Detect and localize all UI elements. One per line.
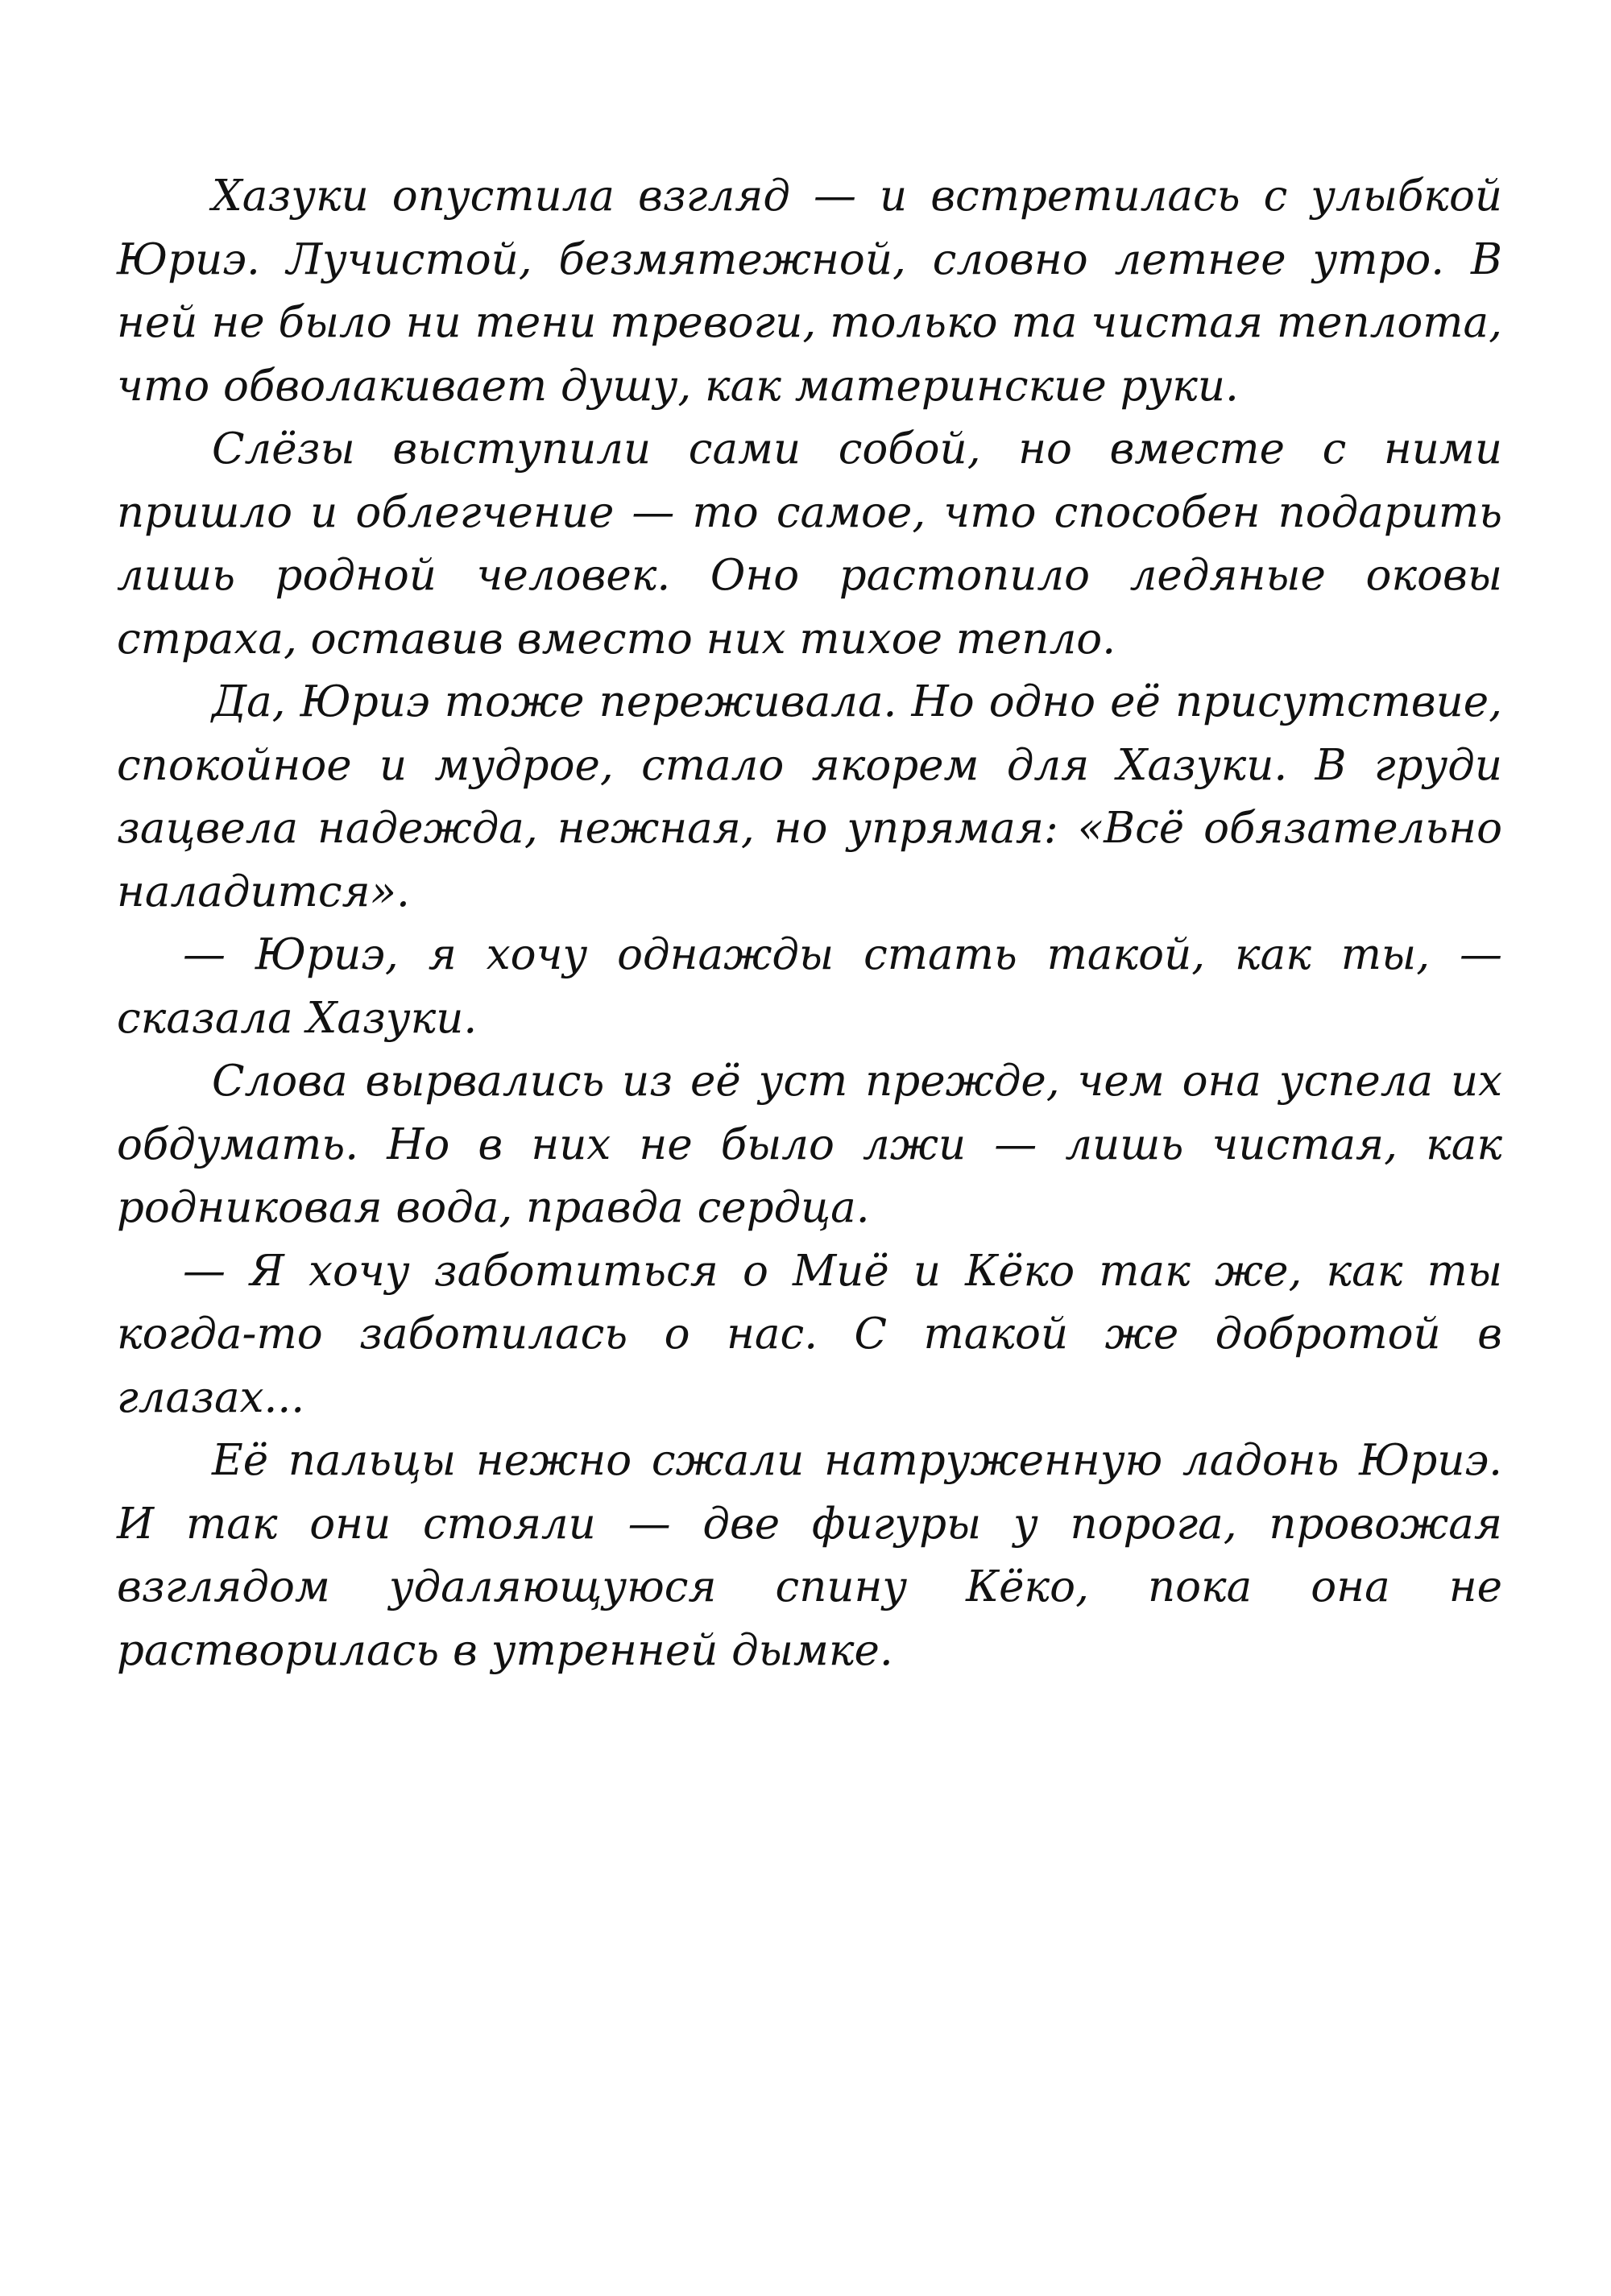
dialogue-line-2: — Я хочу заботиться о Миё и Кёко так же, как ты когда-то заботилась о нас. С такой же добротой в глазах...: [117, 1246, 1502, 1422]
story-text-block: [117, 165, 1502, 1682]
paragraph-3: Да, Юриэ тоже переживала. Но одно её присутствие, спокойное и мудрое, стало якорем для Хазуки. В груди зацвела надежда, нежная, но упрямая: «Всё обязательно наладится».: [117, 677, 1502, 916]
paragraph-5: Слова вырвались из её уст прежде, чем она успела их обдумать. Но в них не было лжи — лишь чистая, как родниковая вода, правда сердца.: [117, 1057, 1502, 1232]
dialogue-line-1: — Юриэ, я хочу однажды стать такой, как ты, — сказала Хазуки.: [117, 930, 1502, 1043]
paragraph-7: Её пальцы нежно сжали натруженную ладонь Юриэ. И так они стояли — две фигуры у порога, провожая взглядом удаляющуюся спину Кёко, пока она не растворилась в утренней дымке.: [117, 1436, 1502, 1675]
paragraph-1: Хазуки опустила взгляд — и встретилась с улыбкой Юриэ. Лучистой, безмятежной, словно летнее утро. В ней не было ни тени тревоги, только та чистая теплота, что обволакивает душу, как материнские руки.: [117, 172, 1502, 411]
paragraph-2: Слёзы выступили сами собой, но вместе с ними пришло и облегчение — то самое, что способен подарить лишь родной человек. Оно растопило ледяные оковы страха, оставив вместо них тихое тепло.: [117, 424, 1502, 664]
